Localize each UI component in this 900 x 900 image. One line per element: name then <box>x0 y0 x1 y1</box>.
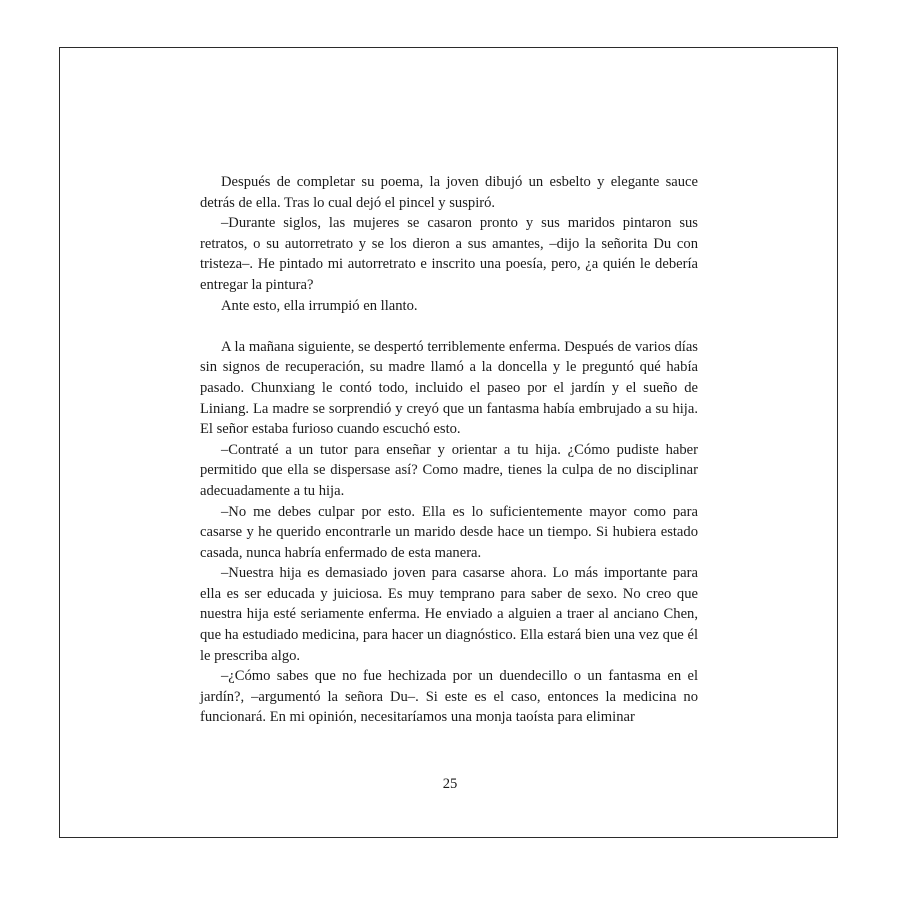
paragraph: –Contraté a un tutor para enseñar y orientar a tu hija. ¿Cómo pudiste haber permitido que ella se dispersase así? Como madre, tienes la culpa de no disciplinar adecuadamente a tu hija. <box>200 441 698 499</box>
paragraph: Ante esto, ella irrumpió en llanto. <box>221 297 418 314</box>
paragraph: –No me debes culpar por esto. Ella es lo suficientemente mayor como para casarse y he querido encontrarle un marido desde hace un tiempo. Si hubiera estado casada, nunca habría enfermado de esta manera. <box>200 503 698 561</box>
body-text <box>200 172 698 728</box>
paragraph: Después de completar su poema, la joven dibujó un esbelto y elegante sauce detrás de ella. Tras lo cual dejó el pincel y suspiró. <box>200 174 698 211</box>
paragraph: –¿Cómo sabes que no fue hechizada por un duendecillo o un fantasma en el jardín?, –argumentó la señora Du–. Si este es el caso, entonces la medicina no funcionará. En mi opinión, necesitaríamos una monja taoísta para eliminar <box>200 668 698 726</box>
page-number: 25 <box>442 776 458 792</box>
paragraph: A la mañana siguiente, se despertó terriblemente enferma. Después de varios días sin signos de recuperación, su madre llamó a la doncella y le preguntó qué había pasado. Chunxiang le contó todo, incluido el paseo por el jardín y el sueño de Liniang. La madre se sorprendió y creyó que un fantasma había embrujado a su hija. El señor estaba furioso cuando escuchó esto. <box>200 338 698 438</box>
paragraph: –Durante siglos, las mujeres se casaron pronto y sus maridos pintaron sus retratos, o su autorretrato y se los dieron a sus amantes, –dijo la señorita Du con tristeza–. He pintado mi autorretrato e inscrito una poesía, pero, ¿a quién le debería entregar la pintura? <box>200 215 698 293</box>
paragraph: –Nuestra hija es demasiado joven para casarse ahora. Lo más importante para ella es ser educada y juiciosa. Es muy temprano para saber de sexo. No creo que nuestra hija esté seriamente enferma. He enviado a alguien a traer al anciano Chen, que ha estudiado medicina, para hacer un diagnóstico. Ella estará bien una vez que él le prescriba algo. <box>200 565 698 664</box>
